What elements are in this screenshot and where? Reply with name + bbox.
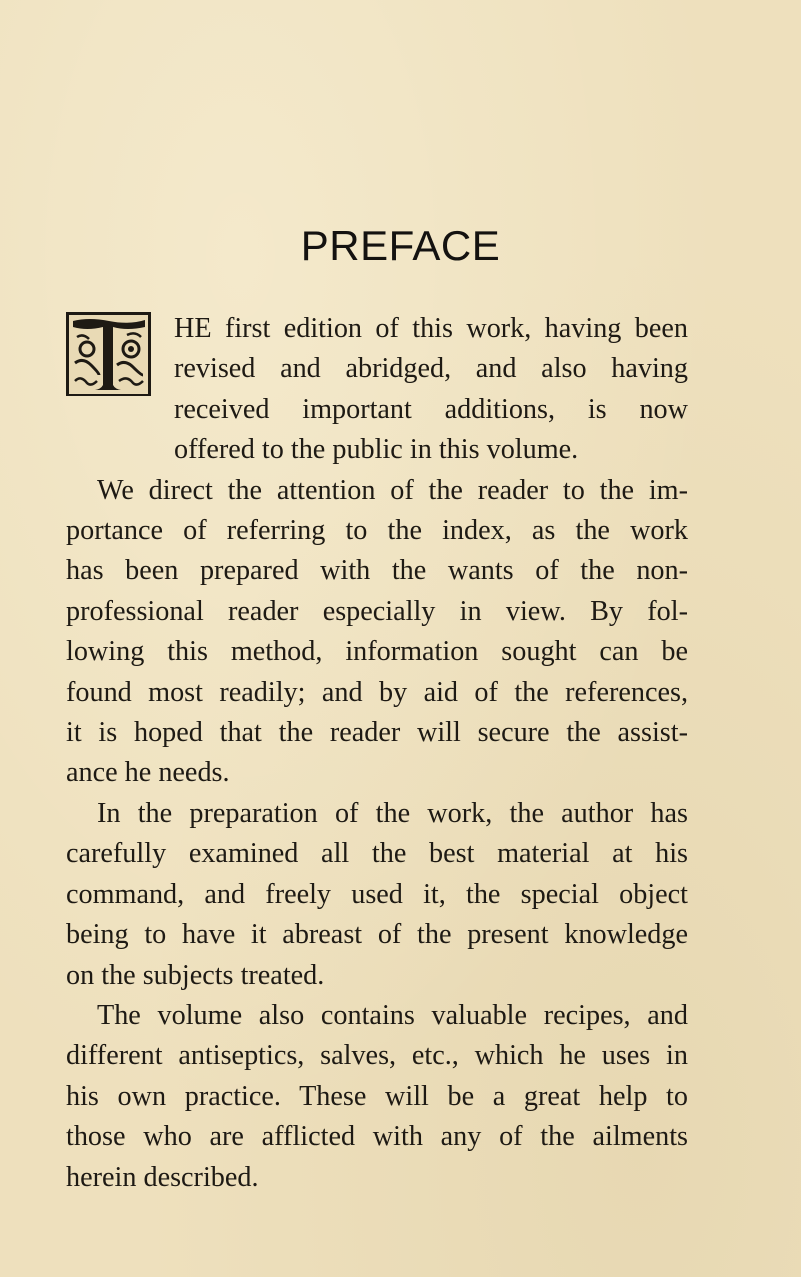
body-line: on the subjects treated. xyxy=(66,959,325,991)
body-line: We direct the attention of the reader to the im- xyxy=(97,474,688,506)
body-line: herein described. xyxy=(66,1161,259,1193)
preface-body xyxy=(66,309,688,1198)
body-line: being to have it abreast of the present knowledge xyxy=(66,919,688,951)
body-line: The volume also contains valuable recipes, and xyxy=(97,999,688,1031)
body-line: professional reader especially in view. By fol- xyxy=(66,595,688,627)
body-line: In the preparation of the work, the author has xyxy=(97,797,688,829)
body-line: command, and freely used it, the special object xyxy=(66,878,688,910)
page-title: PREFACE xyxy=(300,222,501,269)
body-line: it is hoped that the reader will secure the assist- xyxy=(66,717,688,749)
body-line: different antiseptics, salves, etc., which he uses in xyxy=(66,1040,688,1072)
body-line: HE first edition of this work, having been xyxy=(174,313,688,344)
body-line: lowing this method, information sought can be xyxy=(66,636,688,668)
body-line: received important additions, is now xyxy=(174,393,688,425)
body-line: those who are afflicted with any of the ailments xyxy=(66,1121,688,1153)
body-line: found most readily; and by aid of the references, xyxy=(66,676,688,708)
body-line: ance he needs. xyxy=(66,757,230,789)
body-line: his own practice. These will be a great help to xyxy=(66,1080,688,1112)
body-line: offered to the public in this volume. xyxy=(174,434,579,466)
body-line: portance of referring to the index, as the work xyxy=(66,515,688,547)
body-line: has been prepared with the wants of the non- xyxy=(66,555,688,587)
body-line: revised and abridged, and also having xyxy=(174,353,688,385)
body-line: carefully examined all the best material at his xyxy=(66,838,688,870)
